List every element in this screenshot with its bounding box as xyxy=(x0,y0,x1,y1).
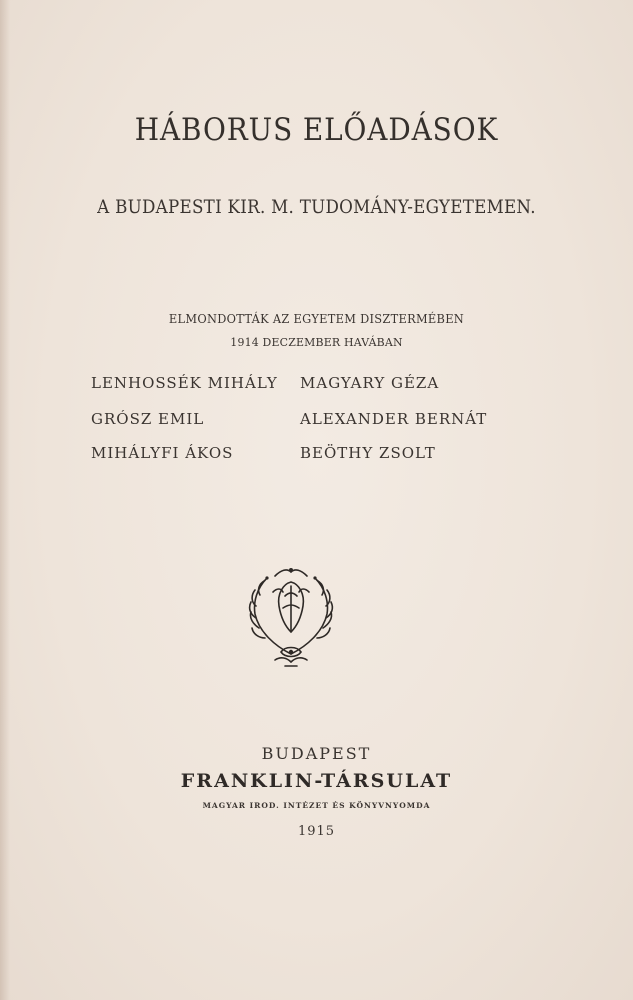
imprint-publisher: FRANKLIN-TÁRSULAT xyxy=(180,770,453,792)
publisher-emblem-icon xyxy=(245,562,337,670)
delivered-line-1: ELMONDOTTÁK AZ EGYETEM DISZTERMÉBEN xyxy=(168,312,465,326)
author-name: BEÖTHY ZSOLT xyxy=(300,444,436,462)
imprint-city: BUDAPEST xyxy=(261,744,372,763)
imprint-printer: MAGYAR IROD. INTÉZET ÉS KÖNYVNYOMDA xyxy=(202,801,431,810)
book-subtitle: A BUDAPESTI KIR. M. TUDOMÁNY-EGYETEMEN. xyxy=(97,196,536,218)
author-name: MIHÁLYFI ÁKOS xyxy=(91,444,234,462)
author-name: GRÓSZ EMIL xyxy=(91,410,205,428)
delivered-line-2: 1914 DECZEMBER HAVÁBAN xyxy=(230,335,403,349)
author-name: MAGYARY GÉZA xyxy=(300,374,440,392)
author-name: ALEXANDER BERNÁT xyxy=(300,410,488,428)
book-title: HÁBORUS ELŐADÁSOK xyxy=(134,112,499,148)
imprint-year: 1915 xyxy=(297,824,336,839)
author-name: LENHOSSÉK MIHÁLY xyxy=(91,374,278,392)
